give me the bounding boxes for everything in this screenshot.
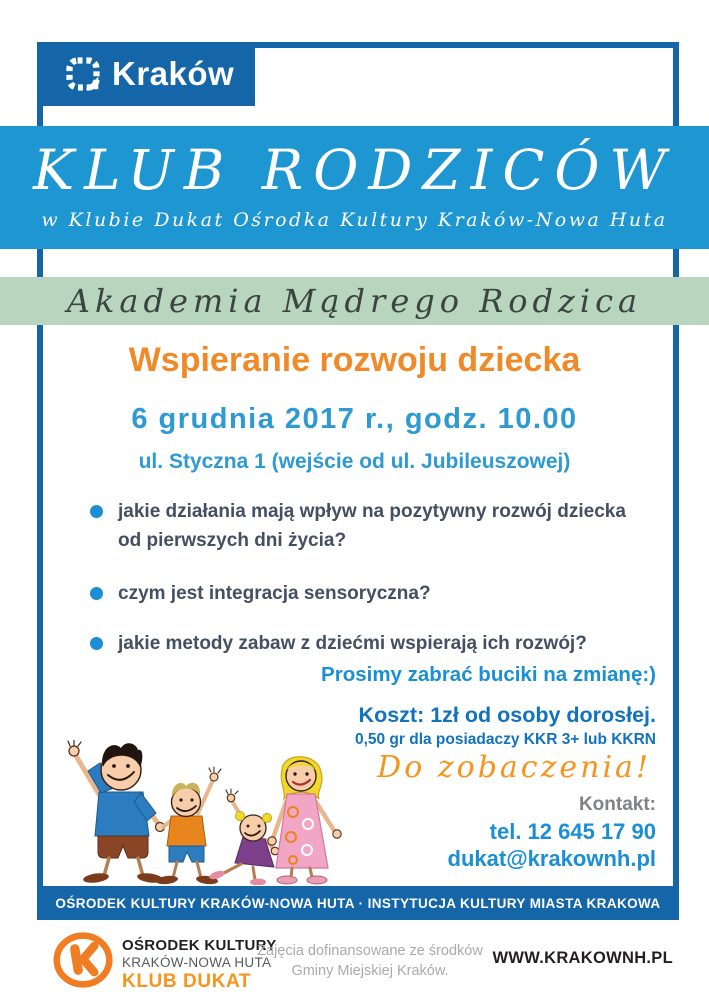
website-url: WWW.KRAKOWNH.PL (492, 949, 673, 967)
list-item (90, 498, 638, 555)
org-name-line2: KRAKÓW-NOWA HUTA (122, 954, 272, 970)
krakow-logo (37, 42, 255, 106)
topic-text: jakie metody zabaw z dziećmi wspierają ich rozwój? (118, 632, 587, 654)
topic-text: czym jest integracja sensoryczna? (118, 583, 431, 604)
contact-block (448, 794, 656, 872)
bullet-icon (90, 587, 103, 600)
funding-line1: Zajęcia dofinansowane ze środków (257, 943, 483, 959)
cost-block (355, 703, 656, 749)
cost-main: Koszt: 1zł od osoby dorosłej. (358, 703, 656, 727)
topics-list (90, 498, 638, 658)
funding-line2: Gminy Miejskiej Kraków. (291, 962, 449, 979)
krakow-city-icon (65, 56, 101, 92)
klub-dukat-logo-icon (53, 930, 113, 990)
org-name-block (122, 937, 277, 993)
footer-bar (37, 886, 679, 920)
event-title: Wspieranie rozwoju dziecka (128, 341, 581, 379)
contact-label: Kontakt: (578, 794, 656, 815)
org-name-line3: KLUB DUKAT (122, 970, 252, 992)
krakow-logo-label: Kraków (112, 55, 235, 92)
list-item (90, 580, 638, 609)
event-date: 6 grudnia 2017 r., godz. 10.00 (131, 403, 578, 435)
academy-band (0, 277, 709, 325)
topic-text: jakie działania mają wpływ na pozytywny rozwój dziecka od pierwszych dni życia? (118, 501, 626, 551)
cost-discount: 0,50 gr dla posiadaczy KKR 3+ lub KKRN (354, 731, 656, 748)
contact-email: dukat@krakownh.pl (447, 846, 656, 871)
list-item (90, 630, 638, 659)
club-subtitle: w Klubie Dukat Ośrodka Kultury Kraków-Nowa Huta (41, 208, 668, 231)
farewell-note: Do zobaczenia! (377, 750, 651, 785)
funding-note (255, 942, 485, 981)
academy-title: Akademia Mądrego Rodzica (66, 282, 643, 320)
bullet-icon (90, 505, 103, 518)
bullet-icon (90, 637, 103, 650)
footer-bar-text: OŚRODEK KULTURY KRAKÓW-NOWA HUTA · INSTYTUCJA KULTURY MIASTA KRAKOWA (55, 895, 661, 911)
event-address: ul. Styczna 1 (wejście od ul. Jubileuszowej) (138, 450, 571, 473)
contact-phone: tel. 12 645 17 90 (489, 819, 656, 844)
club-title: KLUB RODZICÓW (32, 138, 677, 202)
family-illustration (46, 740, 346, 885)
shoes-note: Prosimy zabrać buciki na zmianę:) (321, 663, 656, 686)
title-banner (0, 126, 709, 249)
org-name-line1: OŚRODEK KULTURY (122, 937, 277, 954)
